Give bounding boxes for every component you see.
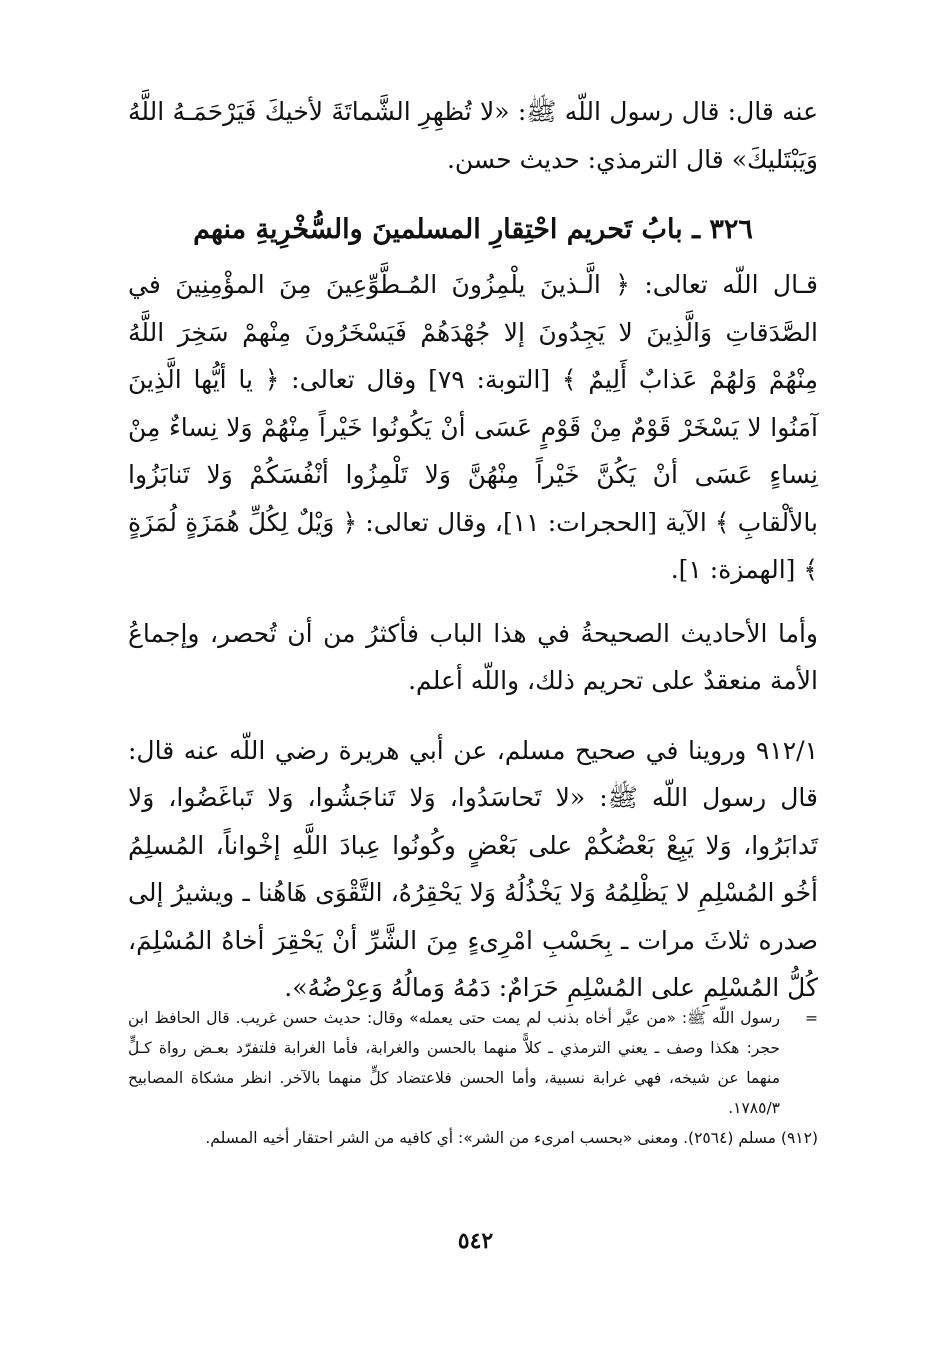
continuation-marker: = bbox=[805, 1009, 818, 1027]
footnotes bbox=[128, 1003, 818, 1153]
intro-paragraph: عنه قال: قال رسول اللّه ﷺ: «لا تُظهِرِ الشَّماتَةَ لأخيكَ فَيَرْحَمَـهُ اللَّهُ وَيَبْتَليكَ» قال الترمذي: حديث حسن. bbox=[128, 97, 818, 174]
page-number: ٥٤٢ bbox=[457, 1228, 494, 1254]
footnote-continuation bbox=[128, 1003, 818, 1123]
footnote-continuation-text: رسول اللّه ﷺ: «من عيَّر أخاه بذنب لم يمت حتى يعمله» وقال: حديث حسن غريب. قال الحافظ ابن حجر: هكذا وصف ـ يعني الترمذي ـ كلاًّ منهما بالحسن والغرابة، فأما الغرابة فلتفرّد بعـض رواة كـلٍّ منهما عن شيخه، فهي غرابة نسبية، وأما الحسن فلاعتضاد كلٍّ منهما بالآخر. انظر مشكاة المصابيح ١٧٨٥/٣. bbox=[128, 1009, 780, 1117]
footnote-912: (٩١٢) مسلم (٢٥٦٤). ومعنى «بحسب امرىء من الشر»: أي كافيه من الشر احتقار أخيه المسلم. bbox=[205, 1129, 818, 1147]
hadith-report-paragraph: ٩١٢/١ وروينا في صحيح مسلم، عن أبي هريرة رضي اللّه عنه قال: قال رسول اللّه ﷺ: «لا تَحاسَدُوا، وَلا تَناجَشُوا، وَلا تَباغَضُوا، وَلا تَدابَرُوا، وَلا يَبِعْ بَعْضُكُمْ على بَعْضٍ وكُونُوا عِبادَ اللَّهِ إخْواناً، المُسلِمُ أخُو المُسْلِمِ لا يَظْلِمُهُ وَلا يَخْذُلُهُ وَلا يَحْقِرُهُ، التَّقْوَى هَاهُنا ـ ويشيرُ إلى صدره ثلاثَ مرات ـ بِحَسْبِ امْرِىءٍ مِنَ الشَّرِّ أنْ يَحْقِرَ أخاهُ المُسْلِمَ، كُلُّ المُسْلِمِ على المُسْلِمِ حَرَامٌ: دَمُهُ وَمالُهُ وَعِرْضُهُ». bbox=[128, 735, 818, 1002]
page-body bbox=[128, 88, 818, 1012]
hadiths-paragraph: وأما الأحاديث الصحيحةُ في هذا الباب فأكثرُ من أن تُحصر، وإجماعُ الأمة منعقدٌ على تحريم ذلك، واللّه أعلم. bbox=[128, 618, 818, 695]
section-heading: ٣٢٦ ـ بابُ تَحريم احْتِقارِ المسلمينَ والسُّخْرِيةِ منهم bbox=[193, 214, 753, 245]
quran-verses-paragraph: قـال اللّه تعالى: ﴿ الَّـذينَ يلْمِزُونَ المُـطَّوِّعِينَ مِنَ المؤْمِنِينَ في الصَّدَقاتِ وَالَّذِينَ لا يَجِدُونَ إلا جُهْدَهُمْ فَيَسْخَرُونَ مِنْهمْ سَخِرَ اللَّهُ مِنْهُمْ وَلهُمْ عَذابٌ أَلِيمٌ ﴾ [التوبة: ٧٩] وقال تعالى: ﴿ يا أيُّها الَّذِينَ آمَنُوا لا يَسْخَرْ قَوْمٌ مِنْ قَوْمٍ عَسَى أنْ يَكُونُوا خَيْراً مِنْهُمْ وَلا نِساءٌ مِنْ نِساءٍ عَسَى أنْ يَكُنَّ خَيْراً مِنْهُنَّ وَلا تَلْمِزُوا أنْفُسَكُمْ وَلا تَنابَزُوا بالألْقابِ ﴾ الآية [الحجرات: ١١]، وقال تعالى: ﴿ وَيْلٌ لِكُلِّ هُمَزَةٍ لُمَزَةٍ ﴾ [الهمزة: ١]. bbox=[128, 270, 818, 584]
